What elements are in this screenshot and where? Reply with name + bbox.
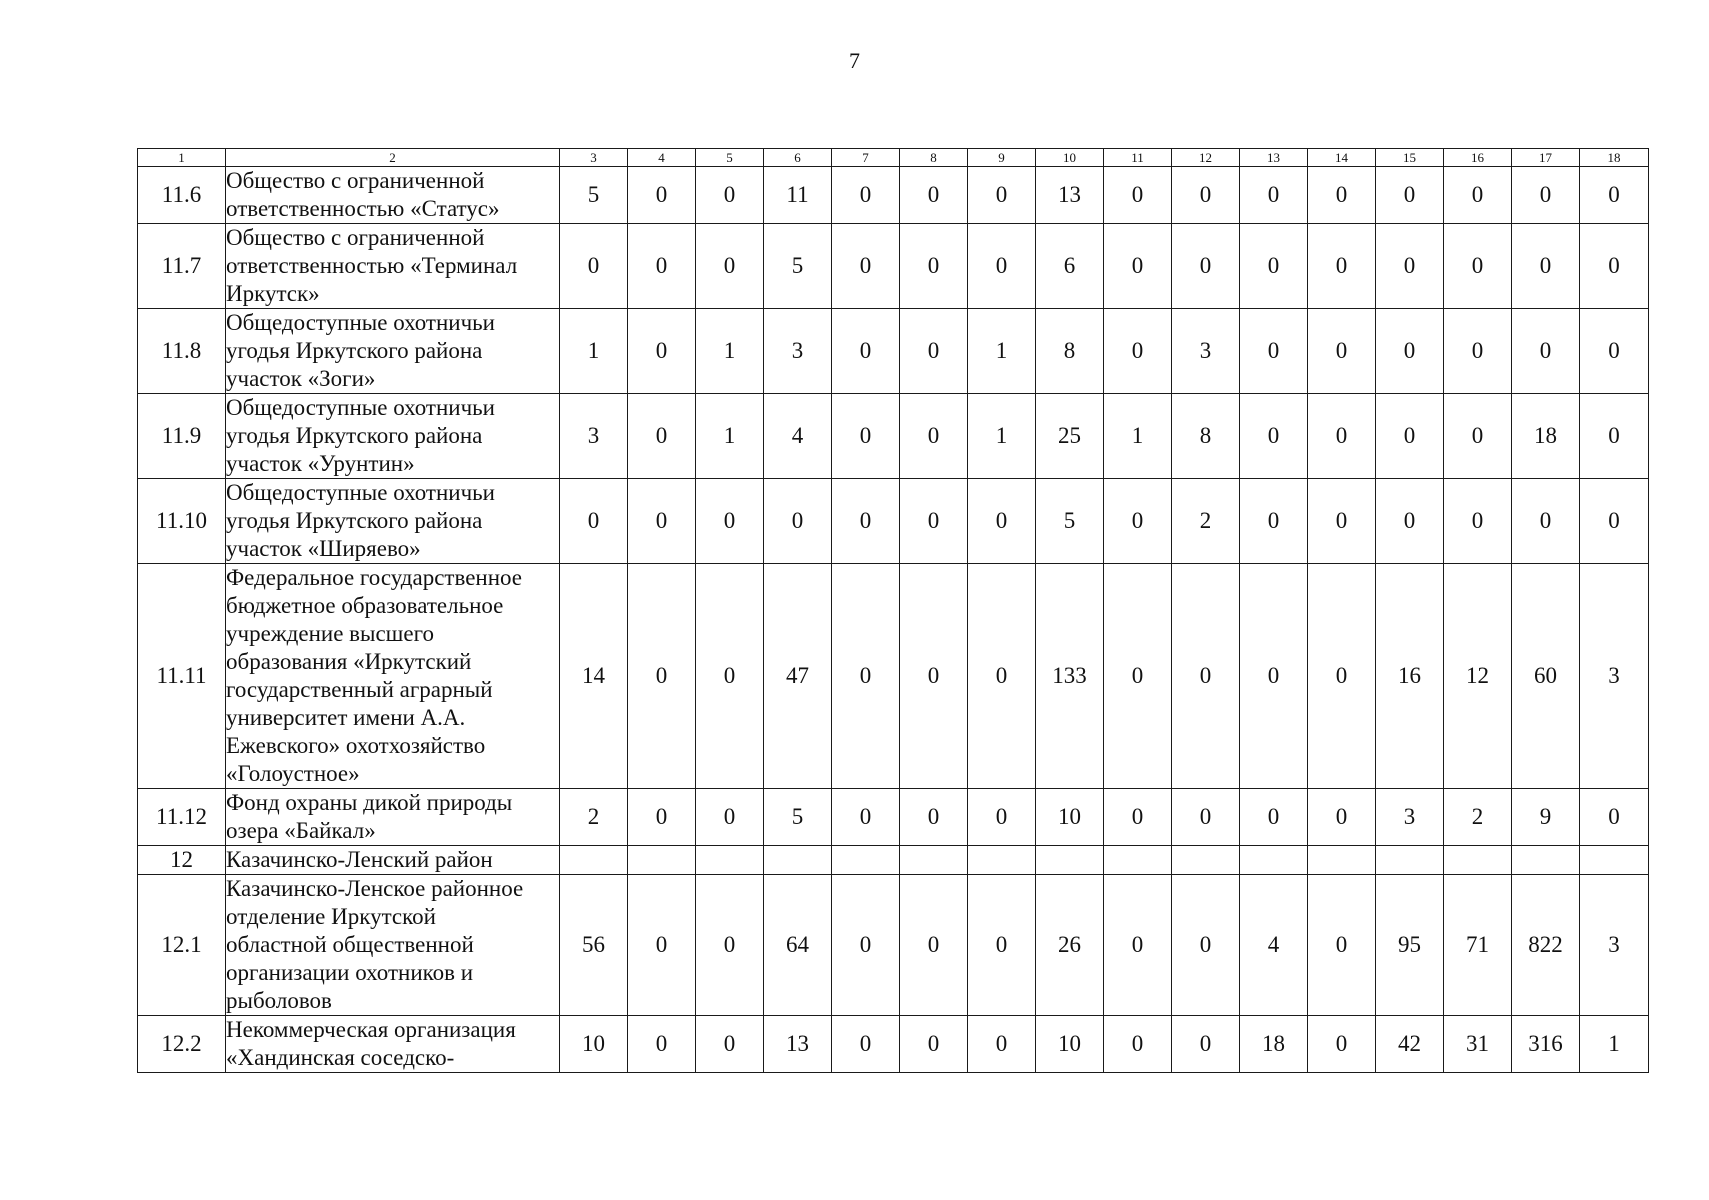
value-cell-col-3: 10 xyxy=(560,1016,628,1073)
value-cell-col-11: 0 xyxy=(1104,479,1172,564)
column-header-17: 17 xyxy=(1512,149,1580,167)
row-number: 12.1 xyxy=(138,875,226,1016)
column-header-4: 4 xyxy=(628,149,696,167)
value-cell-col-3: 1 xyxy=(560,309,628,394)
value-cell-col-16: 0 xyxy=(1444,394,1512,479)
column-header-5: 5 xyxy=(696,149,764,167)
column-header-18: 18 xyxy=(1580,149,1649,167)
table-row xyxy=(138,875,1649,1016)
value-cell-col-10: 8 xyxy=(1036,309,1104,394)
value-cell-col-16: 0 xyxy=(1444,224,1512,309)
column-header-10: 10 xyxy=(1036,149,1104,167)
value-cell-col-14: 0 xyxy=(1308,1016,1376,1073)
value-cell-col-13: 18 xyxy=(1240,1016,1308,1073)
value-cell-col-10: 26 xyxy=(1036,875,1104,1016)
value-cell-col-12: 0 xyxy=(1172,1016,1240,1073)
column-header-8: 8 xyxy=(900,149,968,167)
value-cell-col-5: 1 xyxy=(696,394,764,479)
value-cell-col-13 xyxy=(1240,846,1308,875)
value-cell-col-9: 0 xyxy=(968,1016,1036,1073)
value-cell-col-17: 18 xyxy=(1512,394,1580,479)
value-cell-col-18: 3 xyxy=(1580,564,1649,789)
value-cell-col-3: 0 xyxy=(560,224,628,309)
organization-name: Общество с ограниченной ответственностью «Терминал Иркутск» xyxy=(226,224,560,309)
table-row xyxy=(138,309,1649,394)
value-cell-col-5: 0 xyxy=(696,167,764,224)
value-cell-col-4: 0 xyxy=(628,309,696,394)
value-cell-col-5: 0 xyxy=(696,875,764,1016)
row-number: 11.11 xyxy=(138,564,226,789)
value-cell-col-8: 0 xyxy=(900,564,968,789)
value-cell-col-13: 0 xyxy=(1240,564,1308,789)
value-cell-col-9: 1 xyxy=(968,394,1036,479)
value-cell-col-10: 10 xyxy=(1036,789,1104,846)
table-row xyxy=(138,564,1649,789)
value-cell-col-6: 4 xyxy=(764,394,832,479)
value-cell-col-9 xyxy=(968,846,1036,875)
value-cell-col-17: 60 xyxy=(1512,564,1580,789)
value-cell-col-6: 5 xyxy=(764,224,832,309)
table-row xyxy=(138,846,1649,875)
value-cell-col-14: 0 xyxy=(1308,167,1376,224)
column-header-7: 7 xyxy=(832,149,900,167)
value-cell-col-12 xyxy=(1172,846,1240,875)
value-cell-col-10: 133 xyxy=(1036,564,1104,789)
value-cell-col-18: 0 xyxy=(1580,224,1649,309)
column-header-15: 15 xyxy=(1376,149,1444,167)
value-cell-col-7 xyxy=(832,846,900,875)
value-cell-col-16: 0 xyxy=(1444,167,1512,224)
value-cell-col-12: 0 xyxy=(1172,789,1240,846)
value-cell-col-14 xyxy=(1308,846,1376,875)
value-cell-col-14: 0 xyxy=(1308,224,1376,309)
value-cell-col-13: 0 xyxy=(1240,224,1308,309)
value-cell-col-14: 0 xyxy=(1308,309,1376,394)
value-cell-col-7: 0 xyxy=(832,224,900,309)
table-row xyxy=(138,479,1649,564)
value-cell-col-14: 0 xyxy=(1308,875,1376,1016)
value-cell-col-9: 0 xyxy=(968,167,1036,224)
value-cell-col-17: 0 xyxy=(1512,167,1580,224)
value-cell-col-7: 0 xyxy=(832,789,900,846)
table-row xyxy=(138,394,1649,479)
value-cell-col-11: 0 xyxy=(1104,875,1172,1016)
value-cell-col-10 xyxy=(1036,846,1104,875)
organization-name: Казачинско-Ленское районное отделение Иркутской областной общественной организации охотников и рыболовов xyxy=(226,875,560,1016)
value-cell-col-7: 0 xyxy=(832,479,900,564)
value-cell-col-11: 0 xyxy=(1104,789,1172,846)
value-cell-col-6: 5 xyxy=(764,789,832,846)
value-cell-col-9: 0 xyxy=(968,224,1036,309)
value-cell-col-10: 5 xyxy=(1036,479,1104,564)
table-row xyxy=(138,224,1649,309)
value-cell-col-7: 0 xyxy=(832,564,900,789)
value-cell-col-3: 56 xyxy=(560,875,628,1016)
value-cell-col-13: 0 xyxy=(1240,479,1308,564)
value-cell-col-16: 0 xyxy=(1444,309,1512,394)
value-cell-col-14: 0 xyxy=(1308,789,1376,846)
value-cell-col-16: 2 xyxy=(1444,789,1512,846)
value-cell-col-7: 0 xyxy=(832,875,900,1016)
value-cell-col-8 xyxy=(900,846,968,875)
value-cell-col-15: 0 xyxy=(1376,167,1444,224)
column-header-12: 12 xyxy=(1172,149,1240,167)
value-cell-col-15: 0 xyxy=(1376,394,1444,479)
value-cell-col-8: 0 xyxy=(900,309,968,394)
organization-name: Некоммерческая организация «Хандинская соседско- xyxy=(226,1016,560,1073)
value-cell-col-6: 64 xyxy=(764,875,832,1016)
value-cell-col-7: 0 xyxy=(832,167,900,224)
value-cell-col-11: 0 xyxy=(1104,167,1172,224)
value-cell-col-10: 25 xyxy=(1036,394,1104,479)
value-cell-col-16: 31 xyxy=(1444,1016,1512,1073)
value-cell-col-6: 11 xyxy=(764,167,832,224)
value-cell-col-3: 3 xyxy=(560,394,628,479)
row-number: 12 xyxy=(138,846,226,875)
value-cell-col-4: 0 xyxy=(628,1016,696,1073)
value-cell-col-4: 0 xyxy=(628,394,696,479)
value-cell-col-16: 12 xyxy=(1444,564,1512,789)
column-header-1: 1 xyxy=(138,149,226,167)
value-cell-col-7: 0 xyxy=(832,309,900,394)
value-cell-col-17: 0 xyxy=(1512,309,1580,394)
value-cell-col-3: 14 xyxy=(560,564,628,789)
value-cell-col-9: 0 xyxy=(968,875,1036,1016)
column-header-9: 9 xyxy=(968,149,1036,167)
row-number: 11.12 xyxy=(138,789,226,846)
value-cell-col-18: 1 xyxy=(1580,1016,1649,1073)
value-cell-col-12: 8 xyxy=(1172,394,1240,479)
value-cell-col-8: 0 xyxy=(900,167,968,224)
row-number: 11.9 xyxy=(138,394,226,479)
value-cell-col-17: 0 xyxy=(1512,224,1580,309)
column-header-3: 3 xyxy=(560,149,628,167)
value-cell-col-8: 0 xyxy=(900,224,968,309)
value-cell-col-12: 0 xyxy=(1172,875,1240,1016)
column-header-13: 13 xyxy=(1240,149,1308,167)
value-cell-col-10: 6 xyxy=(1036,224,1104,309)
row-number: 11.8 xyxy=(138,309,226,394)
value-cell-col-16: 71 xyxy=(1444,875,1512,1016)
row-number: 11.10 xyxy=(138,479,226,564)
value-cell-col-17: 9 xyxy=(1512,789,1580,846)
value-cell-col-6 xyxy=(764,846,832,875)
value-cell-col-17 xyxy=(1512,846,1580,875)
value-cell-col-13: 0 xyxy=(1240,789,1308,846)
value-cell-col-11: 0 xyxy=(1104,309,1172,394)
value-cell-col-5: 0 xyxy=(696,224,764,309)
value-cell-col-8: 0 xyxy=(900,479,968,564)
value-cell-col-18: 0 xyxy=(1580,479,1649,564)
value-cell-col-15: 42 xyxy=(1376,1016,1444,1073)
value-cell-col-5: 0 xyxy=(696,479,764,564)
organization-name: Казачинско-Ленский район xyxy=(226,846,560,875)
row-number: 12.2 xyxy=(138,1016,226,1073)
row-number: 11.6 xyxy=(138,167,226,224)
value-cell-col-13: 0 xyxy=(1240,394,1308,479)
header-row xyxy=(138,149,1649,167)
organization-name: Общедоступные охотничьи угодья Иркутского района участок «Зоги» xyxy=(226,309,560,394)
value-cell-col-13: 4 xyxy=(1240,875,1308,1016)
value-cell-col-15: 3 xyxy=(1376,789,1444,846)
value-cell-col-6: 0 xyxy=(764,479,832,564)
value-cell-col-9: 0 xyxy=(968,479,1036,564)
value-cell-col-10: 13 xyxy=(1036,167,1104,224)
value-cell-col-16: 0 xyxy=(1444,479,1512,564)
value-cell-col-6: 3 xyxy=(764,309,832,394)
value-cell-col-7: 0 xyxy=(832,1016,900,1073)
value-cell-col-4: 0 xyxy=(628,167,696,224)
value-cell-col-4 xyxy=(628,846,696,875)
value-cell-col-8: 0 xyxy=(900,875,968,1016)
value-cell-col-18 xyxy=(1580,846,1649,875)
value-cell-col-3: 0 xyxy=(560,479,628,564)
table-row xyxy=(138,789,1649,846)
value-cell-col-18: 0 xyxy=(1580,789,1649,846)
organization-name: Фонд охраны дикой природы озера «Байкал» xyxy=(226,789,560,846)
value-cell-col-8: 0 xyxy=(900,394,968,479)
value-cell-col-3: 5 xyxy=(560,167,628,224)
value-cell-col-15: 0 xyxy=(1376,309,1444,394)
value-cell-col-16 xyxy=(1444,846,1512,875)
value-cell-col-12: 3 xyxy=(1172,309,1240,394)
value-cell-col-15: 95 xyxy=(1376,875,1444,1016)
value-cell-col-11: 0 xyxy=(1104,224,1172,309)
value-cell-col-8: 0 xyxy=(900,789,968,846)
column-header-6: 6 xyxy=(764,149,832,167)
value-cell-col-15 xyxy=(1376,846,1444,875)
row-number: 11.7 xyxy=(138,224,226,309)
column-header-11: 11 xyxy=(1104,149,1172,167)
value-cell-col-4: 0 xyxy=(628,479,696,564)
value-cell-col-5: 1 xyxy=(696,309,764,394)
value-cell-col-3 xyxy=(560,846,628,875)
page-number: 7 xyxy=(849,48,860,73)
value-cell-col-17: 316 xyxy=(1512,1016,1580,1073)
value-cell-col-8: 0 xyxy=(900,1016,968,1073)
value-cell-col-9: 1 xyxy=(968,309,1036,394)
value-cell-col-11 xyxy=(1104,846,1172,875)
value-cell-col-5: 0 xyxy=(696,789,764,846)
organization-name: Общедоступные охотничьи угодья Иркутского района участок «Ширяево» xyxy=(226,479,560,564)
value-cell-col-15: 0 xyxy=(1376,479,1444,564)
organization-name: Общедоступные охотничьи угодья Иркутского района участок «Урунтин» xyxy=(226,394,560,479)
value-cell-col-14: 0 xyxy=(1308,564,1376,789)
column-header-2: 2 xyxy=(226,149,560,167)
value-cell-col-17: 822 xyxy=(1512,875,1580,1016)
value-cell-col-5: 0 xyxy=(696,1016,764,1073)
organization-name: Федеральное государственное бюджетное образовательное учреждение высшего образования «Иркутский государственный аграрный университет имени А.А. Ежевского» охотхозяйство «Голоустное» xyxy=(226,564,560,789)
value-cell-col-4: 0 xyxy=(628,564,696,789)
value-cell-col-18: 0 xyxy=(1580,394,1649,479)
table-body xyxy=(138,167,1649,1073)
value-cell-col-15: 0 xyxy=(1376,224,1444,309)
value-cell-col-7: 0 xyxy=(832,394,900,479)
organization-name: Общество с ограниченной ответственностью «Статус» xyxy=(226,167,560,224)
value-cell-col-5: 0 xyxy=(696,564,764,789)
value-cell-col-6: 13 xyxy=(764,1016,832,1073)
value-cell-col-12: 0 xyxy=(1172,224,1240,309)
value-cell-col-18: 0 xyxy=(1580,309,1649,394)
value-cell-col-4: 0 xyxy=(628,789,696,846)
value-cell-col-6: 47 xyxy=(764,564,832,789)
value-cell-col-12: 0 xyxy=(1172,167,1240,224)
value-cell-col-12: 2 xyxy=(1172,479,1240,564)
value-cell-col-17: 0 xyxy=(1512,479,1580,564)
value-cell-col-11: 0 xyxy=(1104,564,1172,789)
value-cell-col-4: 0 xyxy=(628,224,696,309)
column-header-14: 14 xyxy=(1308,149,1376,167)
value-cell-col-11: 0 xyxy=(1104,1016,1172,1073)
value-cell-col-18: 3 xyxy=(1580,875,1649,1016)
value-cell-col-14: 0 xyxy=(1308,394,1376,479)
value-cell-col-13: 0 xyxy=(1240,167,1308,224)
value-cell-col-4: 0 xyxy=(628,875,696,1016)
column-header-16: 16 xyxy=(1444,149,1512,167)
value-cell-col-3: 2 xyxy=(560,789,628,846)
value-cell-col-14: 0 xyxy=(1308,479,1376,564)
value-cell-col-18: 0 xyxy=(1580,167,1649,224)
value-cell-col-11: 1 xyxy=(1104,394,1172,479)
data-table xyxy=(137,148,1649,1073)
value-cell-col-10: 10 xyxy=(1036,1016,1104,1073)
value-cell-col-12: 0 xyxy=(1172,564,1240,789)
value-cell-col-13: 0 xyxy=(1240,309,1308,394)
value-cell-col-9: 0 xyxy=(968,564,1036,789)
value-cell-col-5 xyxy=(696,846,764,875)
table-row xyxy=(138,167,1649,224)
value-cell-col-9: 0 xyxy=(968,789,1036,846)
table-row xyxy=(138,1016,1649,1073)
value-cell-col-15: 16 xyxy=(1376,564,1444,789)
